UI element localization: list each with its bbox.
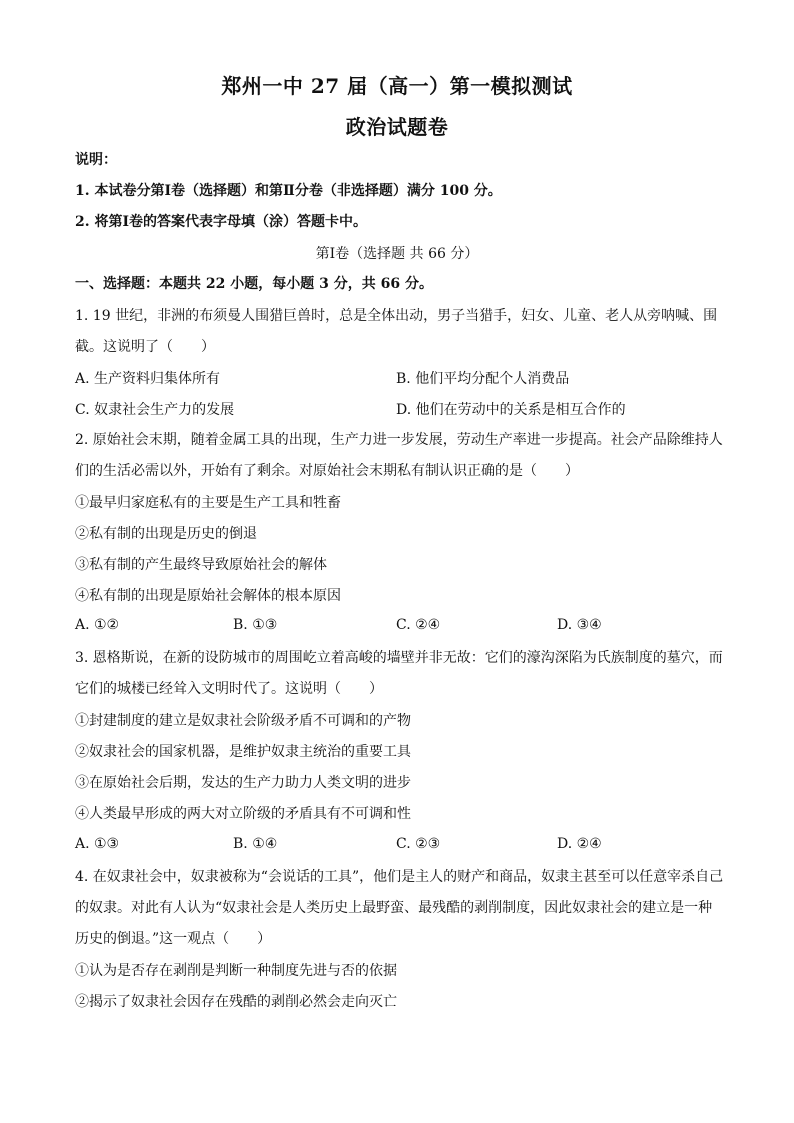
statement-item: ②私有制的出现是历史的倒退 <box>75 526 257 542</box>
question-stem-line: 4. 在奴隶社会中，奴隶被称为“会说话的工具”，他们是主人的财产和商品，奴隶主甚至可以任意宰杀自己 <box>75 869 724 885</box>
instruction-item: 1. 本试卷分第Ⅰ卷（选择题）和第Ⅱ分卷（非选择题）满分 100 分。 <box>75 183 502 199</box>
question-stem-line: 截。这说明了（ ） <box>75 339 215 355</box>
choice-d[interactable]: D. ③④ <box>557 617 602 633</box>
statement-item: ③在原始社会后期，发达的生产力助力人类文明的进步 <box>75 775 411 791</box>
choice-a[interactable]: A. ①② <box>75 617 120 633</box>
question-stem-line: 它们的城楼已经耸入文明时代了。这说明（ ） <box>75 681 383 697</box>
choice-b[interactable]: B. ①③ <box>233 617 278 633</box>
statement-item: ①最早归家庭私有的主要是生产工具和牲畜 <box>75 495 341 511</box>
choice-c[interactable]: C. ②④ <box>396 617 441 633</box>
question-stem-line: 1. 19 世纪，非洲的布须曼人围猎巨兽时，总是全体出动，男子当猎手，妇女、儿童、老人从旁呐喊、围 <box>75 308 718 324</box>
choice-b[interactable]: B. 他们平均分配个人消费品 <box>396 371 570 387</box>
instruction-item: 2. 将第Ⅰ卷的答案代表字母填（涂）答题卡中。 <box>75 214 368 230</box>
statement-item: ④私有制的出现是原始社会解体的根本原因 <box>75 588 341 604</box>
choice-b[interactable]: B. ①④ <box>233 836 278 852</box>
statement-item: ②揭示了奴隶社会因存在残酷的剥削必然会走向灭亡 <box>75 994 397 1010</box>
statement-item: ③私有制的产生最终导致原始社会的解体 <box>75 557 327 573</box>
instructions-label: 说明： <box>75 152 117 168</box>
exam-title: 郑州一中 27 届（高一）第一模拟测试 <box>221 74 573 98</box>
question-stem-line: 们的生活必需以外，开始有了剩余。对原始社会末期私有制认识正确的是（ ） <box>75 463 579 479</box>
choice-c[interactable]: C. ②③ <box>396 836 441 852</box>
question-stem-line: 2. 原始社会末期，随着金属工具的出现，生产力进一步发展，劳动生产率进一步提高。社会产品除维持人 <box>75 432 723 448</box>
statement-item: ①认为是否存在剥削是判断一种制度先进与否的依据 <box>75 963 397 979</box>
statement-item: ①封建制度的建立是奴隶社会阶级矛盾不可调和的产物 <box>75 713 411 729</box>
section1-title: 一、选择题：本题共 22 小题，每小题 3 分，共 66 分。 <box>75 276 433 292</box>
choice-a[interactable]: A. ①③ <box>75 836 120 852</box>
question-stem-line: 历史的倒退。”这一观点（ ） <box>75 931 272 947</box>
question-stem-line: 的奴隶。对此有人认为“奴隶社会是人类历史上最野蛮、最残酷的剥削制度，因此奴隶社会的建立是一种 <box>75 900 713 916</box>
exam-subtitle: 政治试题卷 <box>345 115 449 139</box>
question-stem-line: 3. 恩格斯说，在新的设防城市的周围屹立着高峻的墙壁并非无故：它们的濠沟深陷为氏族制度的墓穴，而 <box>75 650 723 666</box>
statement-item: ④人类最早形成的两大对立阶级的矛盾具有不可调和性 <box>75 806 411 822</box>
choice-d[interactable]: D. 他们在劳动中的关系是相互合作的 <box>396 402 626 418</box>
choice-c[interactable]: C. 奴隶社会生产力的发展 <box>75 402 235 418</box>
part1-title: 第Ⅰ卷（选择题 共 66 分） <box>315 246 479 262</box>
choice-a[interactable]: A. 生产资料归集体所有 <box>75 371 221 387</box>
choice-d[interactable]: D. ②④ <box>557 836 602 852</box>
statement-item: ②奴隶社会的国家机器，是维护奴隶主统治的重要工具 <box>75 744 411 760</box>
